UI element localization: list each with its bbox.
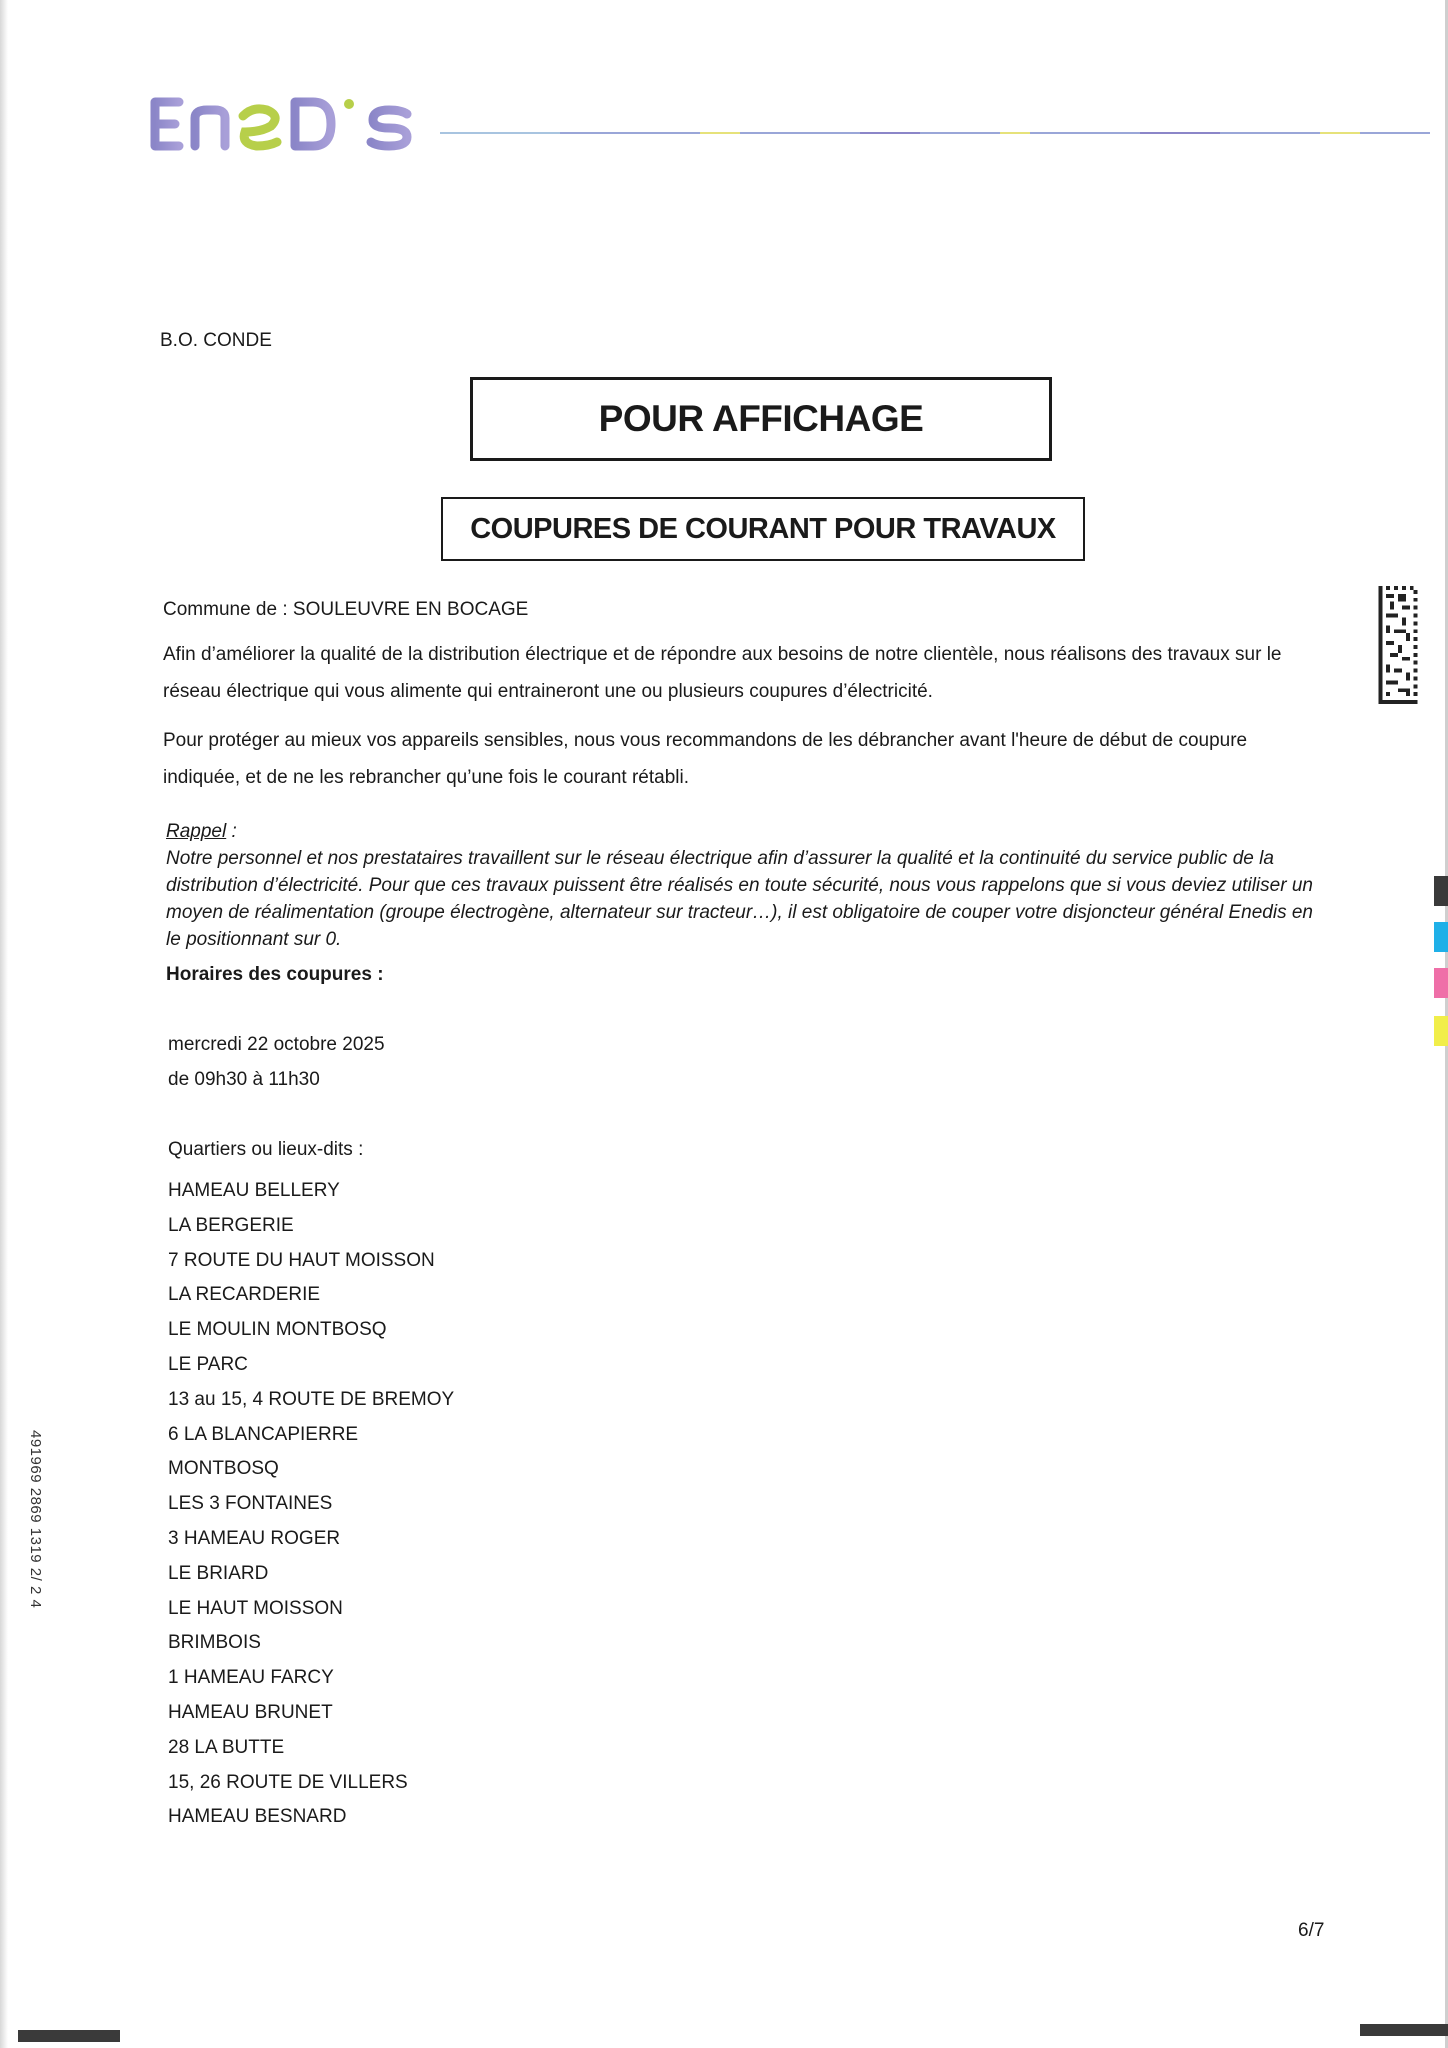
page-subtitle: COUPURES DE COURANT POUR TRAVAUX [441,497,1085,561]
schedule-heading: Horaires des coupures : [166,964,384,985]
place-item: LE MOULIN MONTBOSQ [168,1319,387,1341]
place-item: HAMEAU BRUNET [168,1701,333,1723]
enedis-logo [145,88,420,158]
commune-line: Commune de : SOULEUVRE EN BOCAGE [163,599,529,620]
datamatrix-code [1378,586,1418,704]
place-item: LA BERGERIE [168,1214,294,1236]
place-item: LE HAUT MOISSON [168,1597,343,1619]
place-item: 1 HAMEAU FARCY [168,1667,334,1689]
print-mark-black [1434,876,1448,906]
place-item: HAMEAU BESNARD [168,1806,347,1828]
side-tracking-code [14,1430,44,1670]
places-list [168,1174,454,1835]
intro-paragraph: Afin d’améliorer la qualité de la distribution électrique et de répondre aux besoins de notre clientèle, nous réalisons des travaux sur le réseau électrique qui vous alimente qui entraineront une ou plusieurs coupures d’électricité. [163,644,1282,702]
print-mark-yellow [1434,1016,1448,1046]
place-item: LE PARC [168,1353,248,1375]
place-item: 7 ROUTE DU HAUT MOISSON [168,1249,435,1271]
header-rule [440,130,1430,136]
page-title: POUR AFFICHAGE [470,377,1052,461]
advice-paragraph: Pour protéger au mieux vos appareils sensibles, nous vous recommandons de les débrancher avant l'heure de début de coupure indiquée, et de ne les rebrancher qu’une fois le courant rétabli. [163,730,1248,788]
place-item: HAMEAU BELLERY [168,1180,340,1201]
reminder-block: Rappel : Notre personnel et nos prestataires travaillent sur le réseau électrique afin d’assurer la qualité et la continuité du service public de la distribution d’électricité. Pour que ces travaux puissent être réalisés en toute sécurité, nous vous rappelons que si vous deviez utiliser un moyen de réalimentation (groupe électrogène, alternateur sur tracteur…), il est obligatoire de couper votre disjoncteur général Enedis en le positionnant sur 0. [166,821,1313,950]
scan-edge-left [0,0,8,2048]
reminder-label: Rappel [166,821,227,842]
outage-date: mercredi 22 octobre 2025 [168,1034,385,1055]
sender-office: B.O. CONDE [160,330,272,351]
outage-time: de 09h30 à 11h30 [168,1069,320,1090]
print-mark-cyan [1434,922,1448,952]
bottom-mark-left [18,2030,120,2042]
bottom-mark-right [1360,2024,1448,2036]
page-number: 6/7 [1298,1920,1325,1941]
print-mark-magenta [1434,968,1448,998]
place-item: 6 LA BLANCAPIERRE [168,1423,359,1445]
places-heading: Quartiers ou lieux-dits : [168,1139,364,1160]
place-item: 15, 26 ROUTE DE VILLERS [168,1771,408,1793]
place-item: BRIMBOIS [168,1632,261,1654]
place-item: 28 LA BUTTE [168,1736,285,1758]
place-item: 3 HAMEAU ROGER [168,1527,341,1549]
reminder-text: Notre personnel et nos prestataires travaillent sur le réseau électrique afin d’assurer la qualité et la continuité du service public de la distribution d’électricité. Pour que ces travaux puissent être réalisés en toute sécurité, nous vous rappelons que si vous deviez utiliser un moyen de réalimentation (groupe électrogène, alternateur sur tracteur…), il est obligatoire de couper votre disjoncteur général Enedis en le positionnant sur 0. [166,848,1313,950]
place-item: LA RECARDERIE [168,1284,321,1306]
place-item: LE BRIARD [168,1562,269,1584]
place-item: LES 3 FONTAINES [168,1493,333,1515]
place-item: 13 au 15, 4 ROUTE DE BREMOY [168,1388,455,1410]
side-tracking-text: 491969 2869 1319 2/ 2 4 [27,1430,44,1609]
place-item: MONTBOSQ [168,1458,279,1480]
